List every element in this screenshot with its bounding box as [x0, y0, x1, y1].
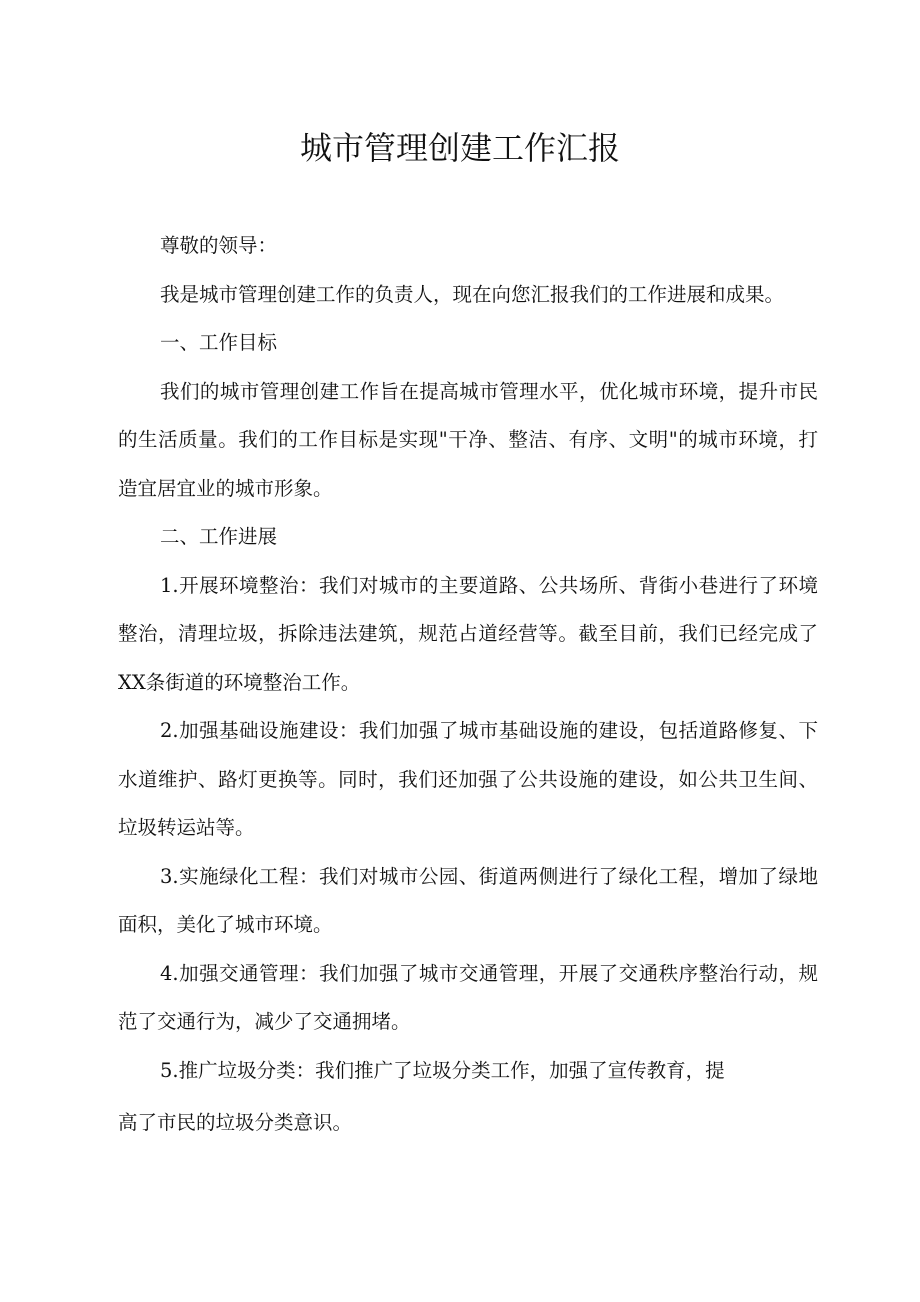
section1-paragraph: 我们的城市管理创建工作旨在提高城市管理水平，优化城市环境，提升市民的生活质量。我们的工作目标是实现"干净、整洁、有序、文明"的城市环境，打造宜居宜业的城市形象。	[118, 379, 818, 500]
document-title: 城市管理创建工作汇报	[299, 129, 620, 167]
list-item: 4.加强交通管理：我们加强了城市交通管理，开展了交通秩序整治行动，规范了交通行为，减少了交通拥堵。	[118, 961, 818, 1033]
intro-paragraph: 我是城市管理创建工作的负责人，现在向您汇报我们的工作进展和成果。	[160, 282, 785, 306]
list-item: 1.开展环境整治：我们对城市的主要道路、公共场所、背街小巷进行了环境整治，清理垃圾，拆除违法建筑，规范占道经营等。截至目前，我们已经完成了XX条街道的环境整治工作。	[118, 573, 818, 694]
section2-heading: 二、工作进展	[160, 525, 278, 548]
list-item: 5.推广垃圾分类：我们推广了垃圾分类工作，加强了宣传教育，提	[160, 1058, 725, 1082]
document-body	[118, 222, 818, 1148]
section1-heading: 一、工作目标	[160, 331, 278, 354]
list-item: 3.实施绿化工程：我们对城市公园、街道两侧进行了绿化工程，增加了绿地面积，美化了城市环境。	[118, 864, 818, 936]
list-item-continuation: 高了市民的垃圾分类意识。	[118, 1111, 353, 1134]
list-item: 2.加强基础设施建设：我们加强了城市基础设施的建设，包括道路修复、下水道维护、路灯更换等。同时，我们还加强了公共设施的建设，如公共卫生间、垃圾转运站等。	[118, 719, 818, 839]
salutation: 尊敬的领导：	[160, 234, 278, 257]
